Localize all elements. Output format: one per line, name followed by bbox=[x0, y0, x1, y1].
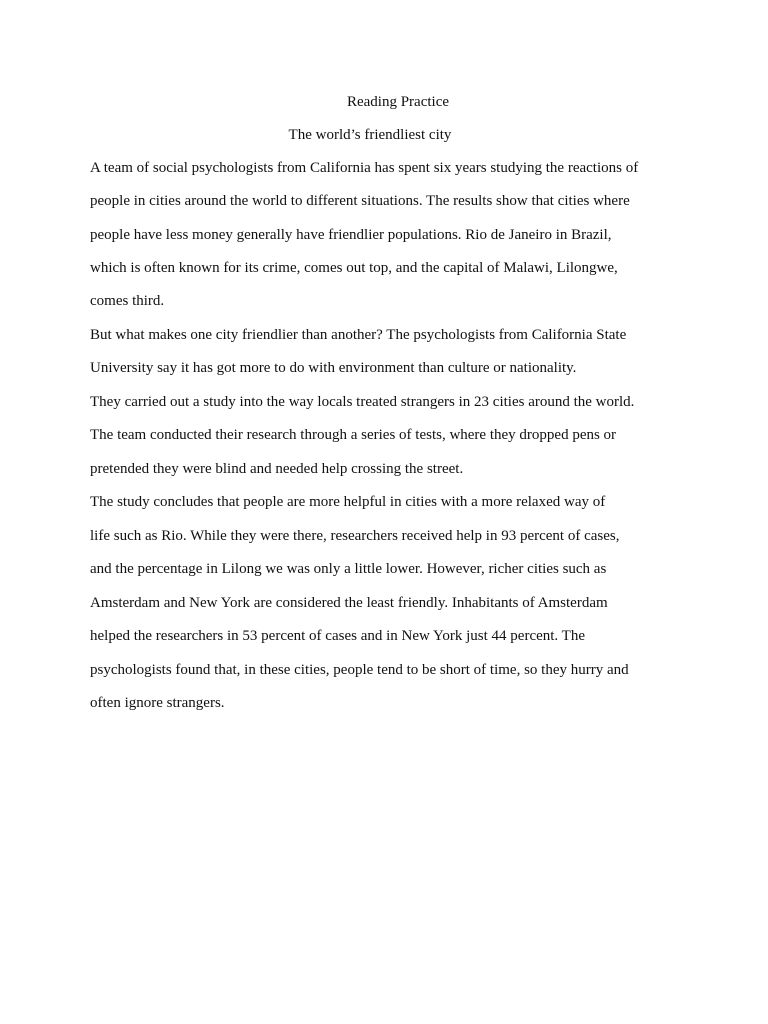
paragraph-line: often ignore strangers. bbox=[90, 695, 225, 711]
document-title: The world’s friendliest city bbox=[288, 127, 452, 143]
paragraph-line: pretended they were blind and needed help crossing the street. bbox=[90, 461, 464, 477]
paragraph-line: which is often known for its crime, comes out top, and the capital of Malawi, Lilongwe, bbox=[90, 260, 618, 276]
paragraph-line: people in cities around the world to different situations. The results show that cities where bbox=[90, 193, 630, 209]
paragraph-line: A team of social psychologists from California has spent six years studying the reactions of bbox=[90, 160, 639, 176]
paragraph-line: The study concludes that people are more helpful in cities with a more relaxed way of bbox=[90, 494, 606, 510]
paragraph-line: They carried out a study into the way locals treated strangers in 23 cities around the world. bbox=[90, 394, 635, 410]
paragraph-line: and the percentage in Lilong we was only a little lower. However, richer cities such as bbox=[90, 561, 607, 577]
paragraph-line: helped the researchers in 53 percent of cases and in New York just 44 percent. The bbox=[90, 628, 585, 644]
paragraph-line: psychologists found that, in these cities, people tend to be short of time, so they hurry and bbox=[90, 662, 629, 678]
paragraph-line: comes third. bbox=[90, 293, 165, 309]
paragraph-line: University say it has got more to do with environment than culture or nationality. bbox=[90, 360, 577, 376]
paragraph-line: But what makes one city friendlier than another? The psychologists from California State bbox=[90, 327, 627, 343]
paragraph-line: people have less money generally have friendlier populations. Rio de Janeiro in Brazil, bbox=[90, 227, 612, 243]
paragraph-line: life such as Rio. While they were there, researchers received help in 93 percent of cases, bbox=[90, 528, 620, 544]
paragraph-line: The team conducted their research through a series of tests, where they dropped pens or bbox=[90, 427, 617, 443]
document-heading: Reading Practice bbox=[346, 94, 450, 110]
paragraph-line: Amsterdam and New York are considered the least friendly. Inhabitants of Amsterdam bbox=[90, 595, 608, 611]
